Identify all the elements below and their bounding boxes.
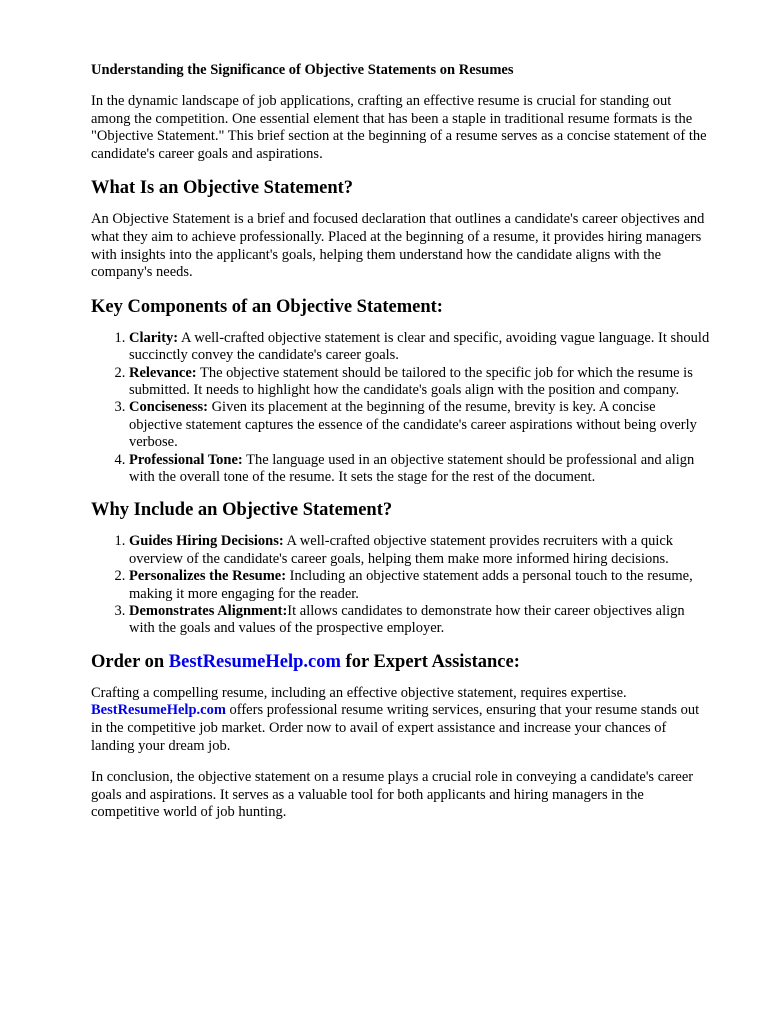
list-item <box>129 568 710 603</box>
list-item-term: Clarity: <box>129 329 179 346</box>
order-text-prefix: Crafting a compelling resume, including an effective objective statement, requires expertise. <box>91 684 627 701</box>
order-paragraph <box>91 685 710 755</box>
list-item <box>129 603 710 638</box>
body-site-link[interactable]: BestResumeHelp.com <box>91 702 226 719</box>
list-item-term: Personalizes the Resume: <box>129 568 287 585</box>
what-is-paragraph: An Objective Statement is a brief and focused declaration that outlines a candidate's career objectives and what they aim to achieve professionally. Placed at the beginning of a resume, it provides hiring managers with insights into the applicant's goals, helping them understand how the candidate aligns with the company's needs. <box>91 211 705 281</box>
heading-site-link[interactable]: BestResumeHelp.com <box>168 651 341 672</box>
list-item <box>129 452 710 487</box>
section-heading-order <box>91 651 710 673</box>
heading-suffix: for Expert Assistance: <box>340 651 520 672</box>
list-item-text: A well-crafted objective statement is clear and specific, avoiding vague language. It should succinctly convey the candidate's career goals. <box>129 329 710 364</box>
list-item-text: The objective statement should be tailored to the specific job for which the resume is submitted. It needs to highlight how the candidate's goals align with the position and company. <box>129 364 693 398</box>
list-item <box>129 365 710 400</box>
why-include-list <box>91 533 710 637</box>
list-item-term: Relevance: <box>129 364 197 381</box>
list-item <box>129 399 710 451</box>
order-text-suffix: offers professional resume writing services, ensuring that your resume stands out in the competitive job market. Order now to avail of expert assistance and increase your chances of landing your dream job. <box>91 702 700 754</box>
section-heading-key-components: Key Components of an Objective Statement: <box>91 296 443 317</box>
list-item-term: Professional Tone: <box>129 451 243 468</box>
list-item-text: Including an objective statement adds a personal touch to the resume, making it more engaging for the reader. <box>129 568 693 602</box>
key-components-list <box>91 330 710 487</box>
list-item-term: Demonstrates Alignment: <box>129 603 288 620</box>
document-title: Understanding the Significance of Objective Statements on Resumes <box>91 62 514 78</box>
list-item-term: Conciseness: <box>129 399 208 416</box>
list-item-text: It allows candidates to demonstrate how their career objectives align with the goals and values of the prospective employer. <box>129 603 685 637</box>
list-item <box>129 330 710 365</box>
list-item-text: Given its placement at the beginning of the resume, brevity is key. A concise objective statement captures the essence of the candidate's career aspirations without being overly verbose. <box>129 399 697 451</box>
section-heading-what-is: What Is an Objective Statement? <box>91 178 354 199</box>
list-item-text: A well-crafted objective statement provides recruiters with a quick overview of the candidate's career goals, helping them make more informed hiring decisions. <box>129 533 674 567</box>
list-item-term: Guides Hiring Decisions: <box>129 533 284 550</box>
heading-prefix: Order on <box>91 651 169 672</box>
conclusion-paragraph: In conclusion, the objective statement on a resume plays a crucial role in conveying a candidate's career goals and aspirations. It serves as a valuable tool for both applicants and hiring managers in the competitive world of job hunting. <box>91 769 694 821</box>
list-item <box>129 533 710 568</box>
section-heading-why-include: Why Include an Objective Statement? <box>91 500 393 521</box>
list-item-text: The language used in an objective statement should be professional and align with the overall tone of the resume. It sets the stage for the rest of the document. <box>129 451 695 485</box>
intro-paragraph: In the dynamic landscape of job applications, crafting an effective resume is crucial for standing out among the competition. One essential element that has been a staple in traditional resume formats is the "Objective Statement." This brief section at the beginning of a resume serves as a concise statement of the candidate's career goals and aspirations. <box>91 93 707 162</box>
